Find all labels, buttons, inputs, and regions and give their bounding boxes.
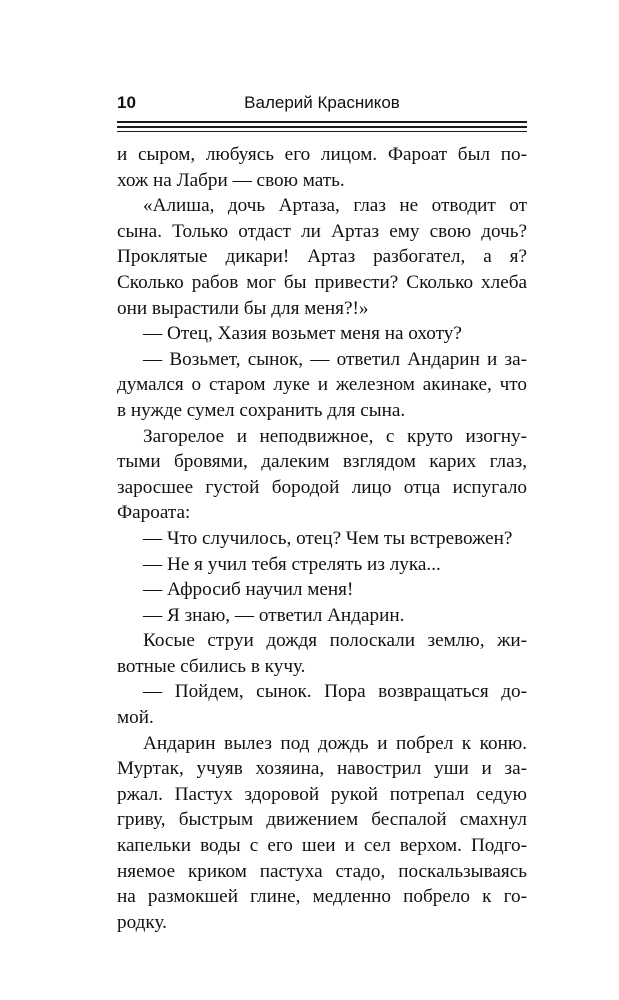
text-line: «Алиша, дочь Артаза, глаз не отводит от — [143, 195, 527, 217]
text-line: Проклятые дикари! Артаз разбогател, а я? — [117, 246, 527, 268]
body-text — [117, 142, 527, 935]
text-line: заросшее густой бородой лицо отца испугало — [117, 476, 527, 498]
text-line: ржал. Пастух здоровой рукой потрепал седую — [117, 783, 527, 805]
text-line: — Возьмет, сынок, — ответил Андарин и за- — [143, 348, 527, 370]
page-number: 10 — [117, 93, 136, 112]
header-rule-top — [117, 121, 527, 123]
text-line: на размокшей глине, медленно побрело к го- — [117, 886, 527, 908]
text-line: тыми бровями, далеким взглядом карих глаз, — [117, 451, 527, 473]
text-line: Муртак, учуяв хозяина, навострил уши и за- — [117, 758, 527, 780]
text-line: хож на Лабри — свою мать. — [117, 169, 345, 191]
text-line: — Афросиб научил меня! — [143, 579, 354, 601]
text-line: сына. Только отдаст ли Артаз ему свою дочь? — [117, 220, 527, 242]
running-head-author: Валерий Красников — [244, 93, 400, 112]
text-line: Косые струи дождя полоскали землю, жи- — [143, 630, 527, 652]
text-line: гриву, быстрым движением беспалой смахнул — [117, 809, 527, 831]
text-line: родку. — [117, 911, 167, 933]
text-line: в нужде сумел сохранить для сына. — [117, 399, 406, 421]
text-line: — Я знаю, — ответил Андарин. — [143, 604, 405, 626]
text-line: капельки воды с его шеи и сел верхом. Подго- — [117, 835, 527, 857]
text-line: вотные сбились в кучу. — [117, 655, 306, 677]
header-rule-bottom — [117, 131, 527, 132]
text-line: няемое криком пастуха стадо, поскальзываясь — [117, 860, 527, 882]
text-line: Сколько рабов мог бы привести? Сколько хлеба — [117, 271, 527, 293]
header-rule-middle — [117, 126, 527, 128]
text-line: Андарин вылез под дождь и побрел к коню. — [143, 732, 527, 754]
text-line: — Отец, Хазия возьмет меня на охоту? — [143, 323, 462, 345]
text-line: Загорелое и неподвижное, с круто изогну- — [143, 425, 527, 447]
text-line: и сыром, любуясь его лицом. Фароат был по- — [117, 144, 527, 165]
text-line: мой. — [117, 707, 154, 729]
text-line: Фароата: — [117, 502, 191, 524]
text-line: — Пойдем, сынок. Пора возвращаться до- — [143, 681, 527, 703]
text-line: они вырастили бы для меня?!» — [117, 297, 369, 319]
page-header — [117, 92, 527, 120]
text-line: — Что случилось, отец? Чем ты встревожен? — [143, 527, 513, 549]
text-line: думался о старом луке и железном акинаке, что — [117, 374, 527, 396]
text-line: — Не я учил тебя стрелять из лука... — [143, 553, 441, 575]
